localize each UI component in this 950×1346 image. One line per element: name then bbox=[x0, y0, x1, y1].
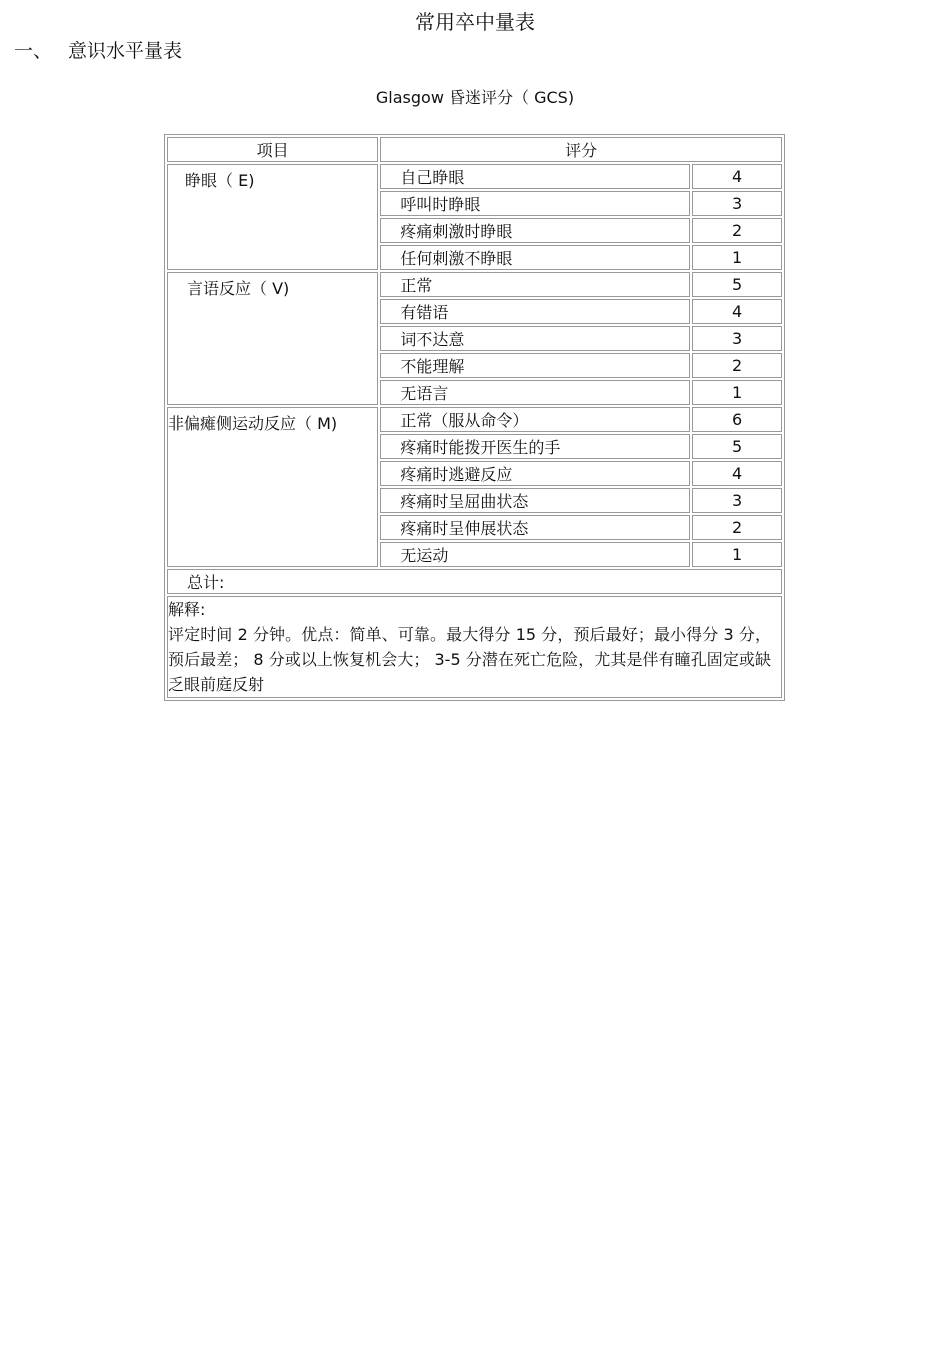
score-value: 5 bbox=[692, 434, 782, 459]
note-label: 解释: bbox=[168, 600, 206, 619]
score-value: 3 bbox=[692, 488, 782, 513]
score-value: 4 bbox=[692, 164, 782, 189]
score-value: 4 bbox=[692, 461, 782, 486]
item-motor-response bbox=[167, 407, 378, 567]
criterion: 不能理解 bbox=[380, 353, 690, 378]
criterion: 疼痛时呈伸展状态 bbox=[380, 515, 690, 540]
score-value: 2 bbox=[692, 353, 782, 378]
gcs-table bbox=[164, 134, 785, 701]
item-verbal-response bbox=[167, 272, 378, 405]
note-cell bbox=[167, 596, 782, 698]
score-value: 3 bbox=[692, 326, 782, 351]
criterion: 无语言 bbox=[380, 380, 690, 405]
total-label: 总计: bbox=[167, 569, 782, 594]
score-value: 1 bbox=[692, 380, 782, 405]
table-header-row bbox=[167, 137, 782, 162]
score-value: 2 bbox=[692, 218, 782, 243]
criterion: 任何刺激不睁眼 bbox=[380, 245, 690, 270]
item-label: 言语反应（ V) bbox=[187, 279, 290, 298]
criterion: 疼痛时逃避反应 bbox=[380, 461, 690, 486]
score-value: 1 bbox=[692, 245, 782, 270]
criterion: 无运动 bbox=[380, 542, 690, 567]
table-row bbox=[167, 272, 782, 297]
criterion: 正常（服从命令） bbox=[380, 407, 690, 432]
criterion: 词不达意 bbox=[380, 326, 690, 351]
criterion: 呼叫时睁眼 bbox=[380, 191, 690, 216]
section-number: 一、 bbox=[14, 40, 53, 62]
section-title: 意识水平量表 bbox=[68, 40, 183, 62]
criterion: 自己睁眼 bbox=[380, 164, 690, 189]
score-value: 6 bbox=[692, 407, 782, 432]
note-text: 评定时间 2 分钟。优点：简单、可靠。最大得分 15 分，预后最好；最小得分 3 分，预后最差； 8 分或以上恢复机会大； 3-5 分潜在死亡危险，尤其是伴有瞳孔固定或缺乏眼前庭反射 bbox=[168, 625, 771, 694]
table-caption: Glasgow 昏迷评分（ GCS) bbox=[375, 88, 575, 107]
note-row bbox=[167, 596, 782, 698]
header-score: 评分 bbox=[380, 137, 782, 162]
criterion: 正常 bbox=[380, 272, 690, 297]
criterion: 疼痛时呈屈曲状态 bbox=[380, 488, 690, 513]
score-value: 4 bbox=[692, 299, 782, 324]
header-item: 项目 bbox=[167, 137, 378, 162]
score-value: 3 bbox=[692, 191, 782, 216]
item-label: 睁眼（ E) bbox=[185, 171, 255, 190]
criterion: 有错语 bbox=[380, 299, 690, 324]
section-heading bbox=[14, 36, 182, 63]
total-row bbox=[167, 569, 782, 594]
score-value: 5 bbox=[692, 272, 782, 297]
score-value: 2 bbox=[692, 515, 782, 540]
table-row bbox=[167, 164, 782, 189]
score-value: 1 bbox=[692, 542, 782, 567]
item-label: 非偏瘫侧运动反应（ M) bbox=[168, 414, 338, 433]
item-eye-opening bbox=[167, 164, 378, 270]
document-title: 常用卒中量表 bbox=[415, 10, 535, 34]
criterion: 疼痛刺激时睁眼 bbox=[380, 218, 690, 243]
table-row bbox=[167, 407, 782, 432]
criterion: 疼痛时能拨开医生的手 bbox=[380, 434, 690, 459]
